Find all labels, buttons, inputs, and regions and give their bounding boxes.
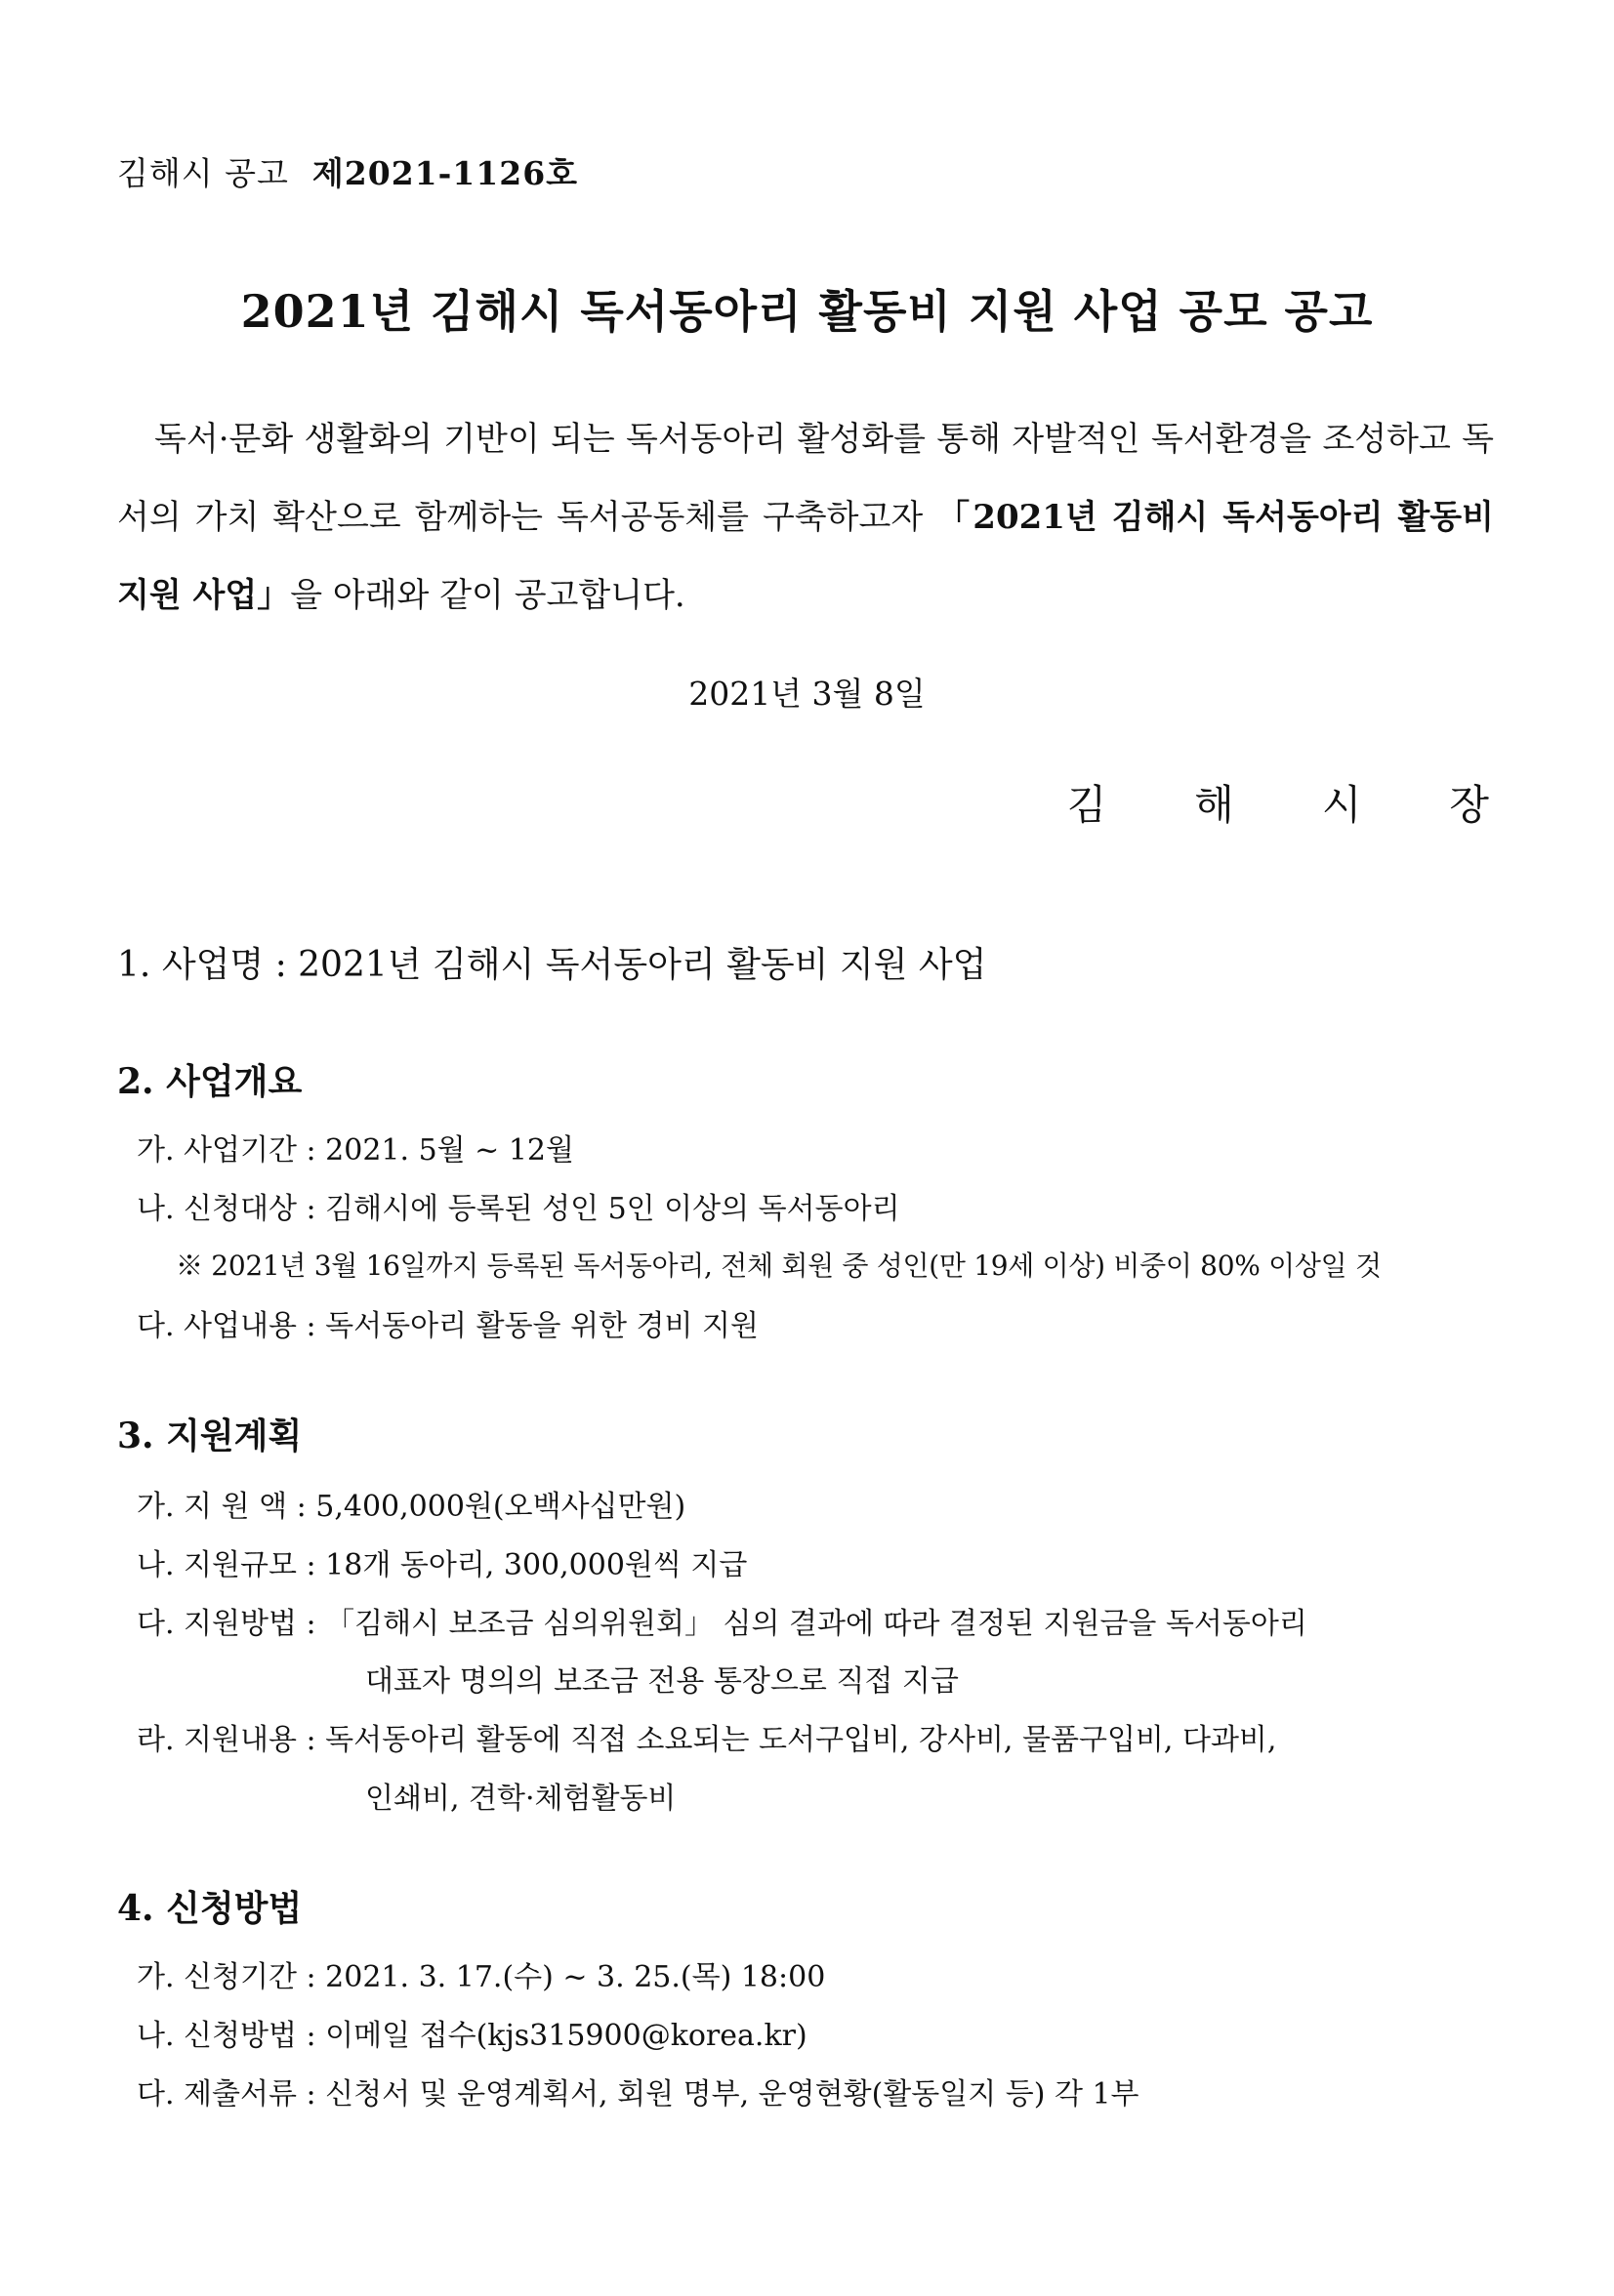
intro-text-after: 을 아래와 같이 공고합니다. [290, 576, 685, 615]
notice-number-value: 제2021-1126호 [311, 154, 579, 192]
section-2-title: 2. 사업개요 [117, 1061, 303, 1102]
section-3-item-method-cont: 대표자 명의의 보조금 전용 통장으로 직접 지급 [365, 1664, 959, 1699]
section-3-title: 3. 지원계획 [117, 1415, 303, 1456]
section-4-item-method: 나. 신청방법 : 이메일 접수(kjs315900@korea.kr) [137, 2019, 807, 2053]
issuer-signature: 김해시장 [1066, 781, 1577, 829]
section-3-heading [117, 1409, 302, 1458]
section-2-item-target: 나. 신청대상 : 김해시에 등록된 성인 5인 이상의 독서동아리 [137, 1192, 900, 1226]
section-1-label: 사업명 : 2021년 김해시 독서동아리 활동비 지원 사업 [161, 945, 987, 985]
section-3-item-method: 다. 지원방법 : 「김해시 보조금 심의위원회」 심의 결과에 따라 결정된 지원금을 독서동아리 [137, 1607, 1307, 1641]
section-2-heading [117, 1054, 302, 1104]
section-4-item-period: 가. 신청기간 : 2021. 3. 17.(수) ~ 3. 25.(목) 18:00 [137, 1960, 826, 1994]
section-2-item-content: 다. 사업내용 : 독서동아리 활동을 위한 경비 지원 [137, 1309, 760, 1343]
section-4-title: 4. 신청방법 [117, 1888, 303, 1929]
document-title: 2021년 김해시 독서동아리 활동비 지원 사업 공모 공고 [240, 285, 1374, 338]
section-3-item-scope-cont: 인쇄비, 견학·체험활동비 [365, 1782, 677, 1816]
intro-paragraph [117, 400, 1494, 635]
section-2-item-period: 가. 사업기간 : 2021. 5월 ~ 12월 [137, 1133, 575, 1168]
intro-text-before: 독서·문화 생활화의 기반이 되는 독서동아리 활성화를 통해 자발적인 독서환경을 조성하고 독서의 가치 확산으로 함께하는 독서공동체를 구축하고자 [117, 420, 1494, 537]
section-4-heading [117, 1881, 302, 1931]
section-1-heading [117, 937, 986, 987]
notice-date: 2021년 3월 8일 [688, 675, 926, 713]
section-4-item-documents: 다. 제출서류 : 신청서 및 운영계획서, 회원 명부, 운영현황(활동일지 등) 각 1부 [137, 2077, 1139, 2112]
intro-quoted-title: 「2021년 김해시 독서동아리 활동비 지원 사업」 [117, 498, 1494, 615]
section-2-note: ※ 2021년 3월 16일까지 등록된 독서동아리, 전체 회원 중 성인(만 19세 이상) 비중이 80% 이상일 것 [176, 1250, 1382, 1282]
notice-prefix: 김해시 공고 [117, 154, 289, 192]
section-3-item-amount: 가. 지 원 액 : 5,400,000원(오백사십만원) [137, 1490, 686, 1524]
notice-number [117, 148, 578, 194]
section-3-item-scope: 라. 지원내용 : 독서동아리 활동에 직접 소요되는 도서구입비, 강사비, 물품구입비, 다과비, [137, 1723, 1277, 1757]
section-1-number: 1. [117, 945, 151, 985]
section-3-item-scale: 나. 지원규모 : 18개 동아리, 300,000원씩 지급 [137, 1548, 748, 1582]
